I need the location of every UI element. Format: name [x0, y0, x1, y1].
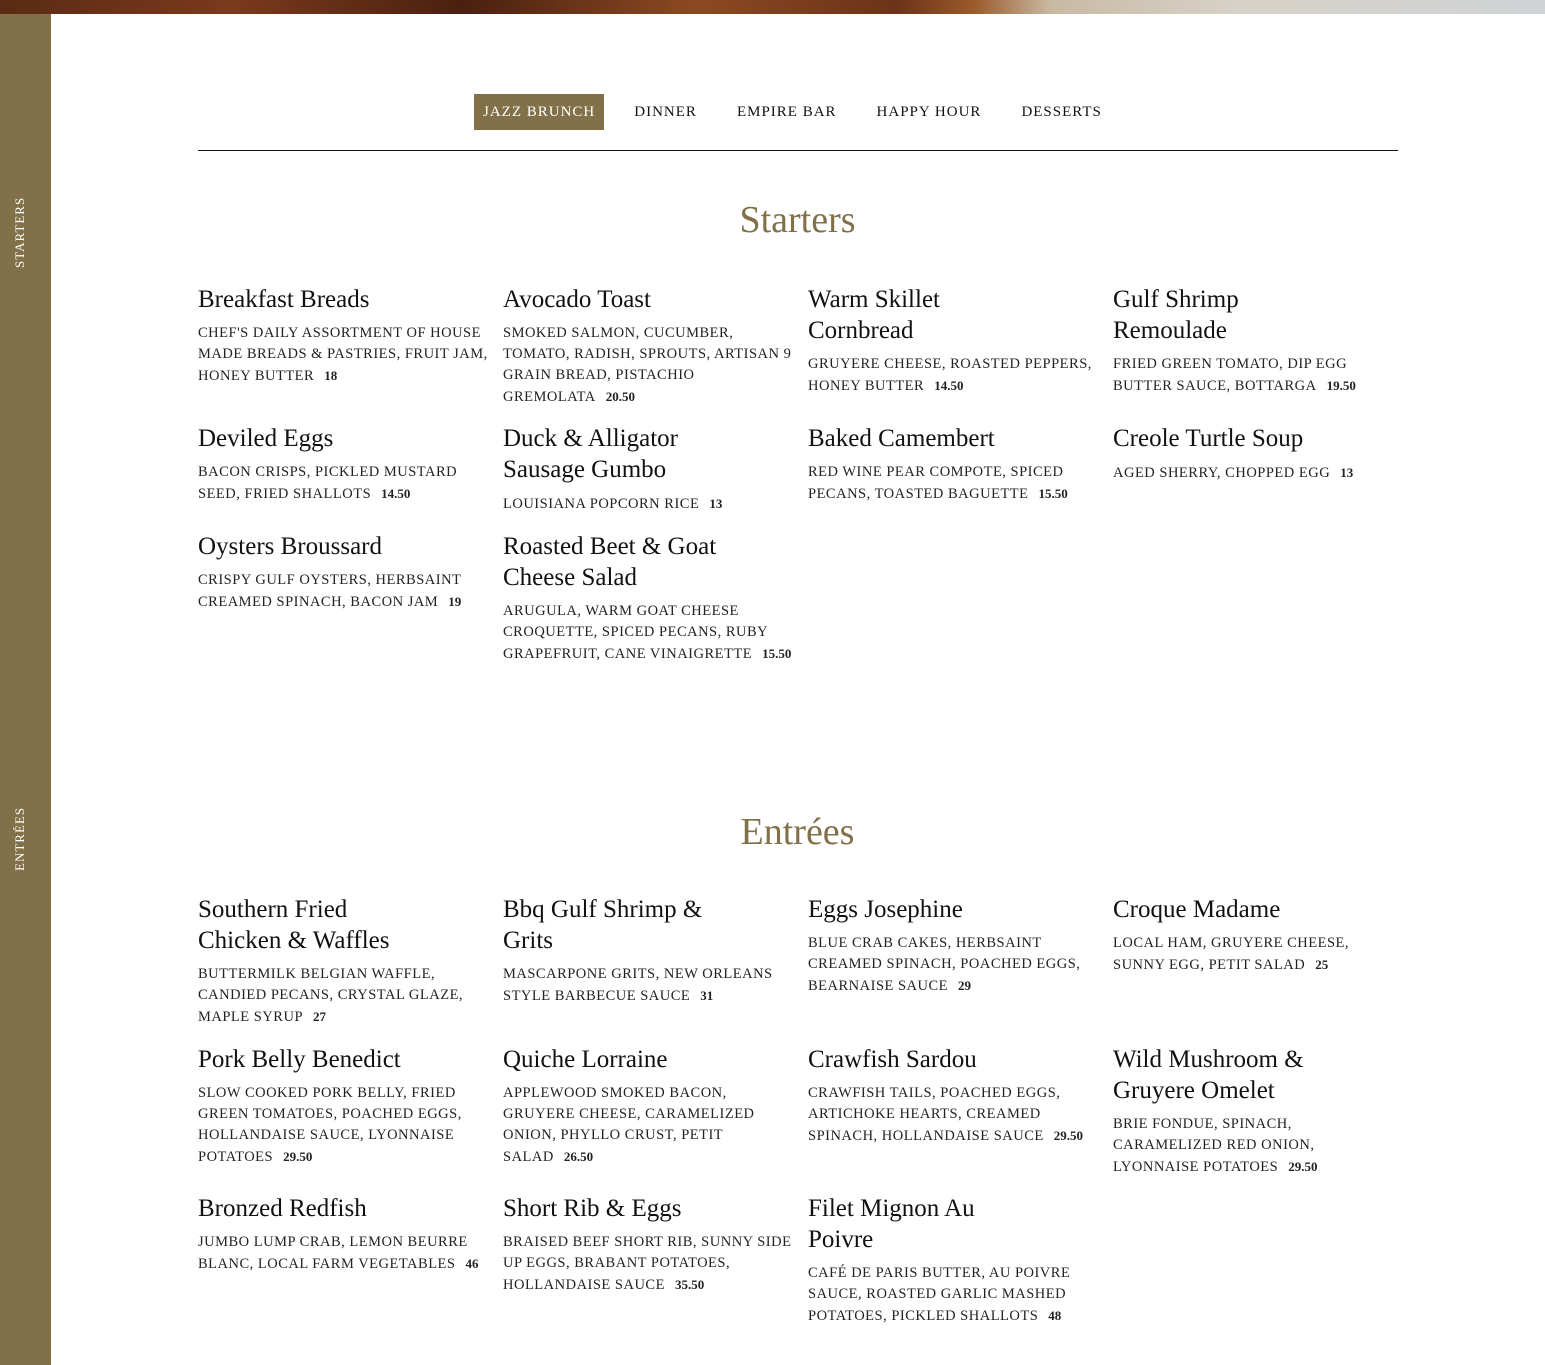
item-price: 14.50	[934, 378, 964, 393]
menu-item	[198, 894, 488, 1028]
item-price: 29.50	[1053, 1128, 1083, 1143]
item-description: CRISPY GULF OYSTERS, HERBSAINT CREAMED SPINACH, BACON JAM	[198, 572, 462, 610]
section-title-starters: Starters	[739, 199, 856, 241]
item-price: 15.50	[1038, 486, 1068, 501]
menu-item	[1113, 284, 1403, 397]
menu-item	[198, 531, 488, 613]
item-description: BACON CRISPS, PICKLED MUSTARD SEED, FRIED SHALLOTS	[198, 464, 458, 502]
menu-item	[1113, 423, 1403, 484]
menu-item	[198, 1044, 488, 1168]
menu-item	[198, 423, 488, 505]
item-price: 29.50	[283, 1149, 313, 1164]
item-name: Wild Mushroom & Gruyere Omelet	[1113, 1046, 1304, 1104]
menu-item	[808, 1193, 1098, 1327]
menu-tabs	[0, 94, 1545, 130]
item-description: JUMBO LUMP CRAB, LEMON BEURRE BLANC, LOCAL FARM VEGETABLES	[198, 1234, 468, 1272]
item-price: 20.50	[605, 389, 636, 404]
item-name: Creole Turtle Soup	[1113, 425, 1304, 452]
item-price: 29.50	[1288, 1159, 1318, 1174]
item-name: Eggs Josephine	[808, 896, 963, 923]
item-description: SMOKED SALMON, CUCUMBER, TOMATO, RADISH, SPROUTS, ARTISAN 9 GRAIN BREAD, PISTACHIO GREMOLATA	[503, 325, 792, 405]
menu-item	[503, 1044, 793, 1168]
menu-item	[503, 1193, 793, 1296]
item-price: 25	[1315, 957, 1329, 972]
item-description: BLUE CRAB CAKES, HERBSAINT CREAMED SPINACH, POACHED EGGS, BEARNAISE SAUCE	[808, 935, 1081, 994]
item-name: Warm Skillet Cornbread	[808, 286, 940, 344]
item-name: Roasted Beet & Goat Cheese Salad	[503, 533, 717, 591]
tab-dinner[interactable]: DINNER	[634, 104, 697, 120]
item-price: 29	[958, 978, 972, 993]
item-name: Baked Camembert	[808, 425, 995, 452]
item-name: Avocado Toast	[503, 286, 651, 313]
tab-happy-hour[interactable]: HAPPY HOUR	[876, 104, 982, 120]
item-description: APPLEWOOD SMOKED BACON, GRUYERE CHEESE, CARAMELIZED ONION, PHYLLO CRUST, PETIT SALAD	[503, 1085, 755, 1165]
menu-item	[1113, 894, 1403, 976]
item-name: Quiche Lorraine	[503, 1046, 668, 1073]
item-price: 35.50	[674, 1277, 705, 1292]
item-description: SLOW COOKED PORK BELLY, FRIED GREEN TOMATOES, POACHED EGGS, HOLLANDAISE SAUCE, LYONNAISE POTATOES	[198, 1085, 462, 1165]
item-description: AGED SHERRY, CHOPPED EGG	[1113, 465, 1331, 481]
menu-item	[1113, 1044, 1403, 1178]
item-name: Breakfast Breads	[198, 286, 370, 313]
item-name: Bbq Gulf Shrimp & Grits	[503, 896, 703, 954]
menu-item	[503, 531, 793, 665]
rail-link-entrees[interactable]: ENTRÉES	[12, 806, 27, 871]
item-name: Gulf Shrimp Remoulade	[1113, 286, 1239, 344]
item-price: 27	[313, 1009, 327, 1024]
item-price: 31	[700, 988, 714, 1003]
item-description: BRAISED BEEF SHORT RIB, SUNNY SIDE UP EGGS, BRABANT POTATOES, HOLLANDAISE SAUCE	[503, 1234, 792, 1293]
tab-desserts[interactable]: DESSERTS	[1021, 104, 1102, 120]
item-price: 46	[465, 1256, 479, 1271]
menu-item	[808, 1044, 1098, 1147]
item-description: MASCARPONE GRITS, NEW ORLEANS STYLE BARBECUE SAUCE	[503, 966, 773, 1004]
item-description: CRAWFISH TAILS, POACHED EGGS, ARTICHOKE HEARTS, CREAMED SPINACH, HOLLANDAISE SAUCE	[808, 1085, 1061, 1144]
item-name: Deviled Eggs	[198, 425, 334, 452]
item-description: BRIE FONDUE, SPINACH, CARAMELIZED RED ONION, LYONNAISE POTATOES	[1113, 1116, 1315, 1175]
rail-link-starters[interactable]: STARTERS	[12, 196, 27, 268]
item-name: Crawfish Sardou	[808, 1046, 977, 1073]
menu-item	[808, 894, 1098, 997]
item-price: 15.50	[762, 646, 792, 661]
menu-item	[503, 423, 793, 515]
item-name: Southern Fried Chicken & Waffles	[198, 896, 390, 954]
item-price: 48	[1048, 1308, 1062, 1323]
item-name: Short Rib & Eggs	[503, 1195, 682, 1222]
item-price: 13	[1340, 465, 1354, 480]
nav-divider	[198, 150, 1398, 151]
item-price: 26.50	[563, 1149, 594, 1164]
item-description: GRUYERE CHEESE, ROASTED PEPPERS, HONEY BUTTER	[808, 356, 1092, 394]
menu-item	[808, 423, 1098, 505]
item-price: 19.50	[1326, 378, 1356, 393]
item-description: LOCAL HAM, GRUYERE CHEESE, SUNNY EGG, PETIT SALAD	[1113, 935, 1350, 973]
item-name: Croque Madame	[1113, 896, 1281, 923]
item-name: Duck & Alligator Sausage Gumbo	[503, 425, 678, 483]
item-description: RED WINE PEAR COMPOTE, SPICED PECANS, TOASTED BAGUETTE	[808, 464, 1064, 502]
tab-jazz-brunch[interactable]: JAZZ BRUNCH	[474, 94, 604, 130]
menu-item	[198, 284, 488, 387]
item-price: 14.50	[381, 486, 411, 501]
item-name: Oysters Broussard	[198, 533, 383, 560]
item-description: BUTTERMILK BELGIAN WAFFLE, CANDIED PECANS, CRYSTAL GLAZE, MAPLE SYRUP	[198, 966, 464, 1025]
menu-item	[503, 894, 793, 1007]
item-description: LOUISIANA POPCORN RICE	[503, 496, 700, 512]
item-price: 18	[324, 368, 338, 383]
item-name: Bronzed Redfish	[198, 1195, 367, 1222]
item-name: Filet Mignon Au Poivre	[808, 1195, 975, 1253]
item-description: CAFÉ DE PARIS BUTTER, AU POIVRE SAUCE, ROASTED GARLIC MASHED POTATOES, PICKLED SHALLOTS	[808, 1265, 1071, 1324]
section-title-entrees: Entrées	[740, 811, 855, 853]
item-description: ARUGULA, WARM GOAT CHEESE CROQUETTE, SPICED PECANS, RUBY GRAPEFRUIT, CANE VINAIGRETTE	[503, 603, 768, 662]
menu-item	[503, 284, 793, 408]
item-price: 19	[448, 594, 462, 609]
item-price: 13	[709, 496, 723, 511]
menu-item	[808, 284, 1098, 397]
tab-empire-bar[interactable]: EMPIRE BAR	[736, 104, 837, 120]
item-description: CHEF'S DAILY ASSORTMENT OF HOUSE MADE BREADS & PASTRIES, FRUIT JAM, HONEY BUTTER	[198, 325, 488, 384]
item-description: FRIED GREEN TOMATO, DIP EGG BUTTER SAUCE, BOTTARGA	[1113, 356, 1348, 394]
item-name: Pork Belly Benedict	[198, 1046, 401, 1073]
hero-image-strip	[0, 0, 1545, 14]
menu-item	[198, 1193, 488, 1275]
